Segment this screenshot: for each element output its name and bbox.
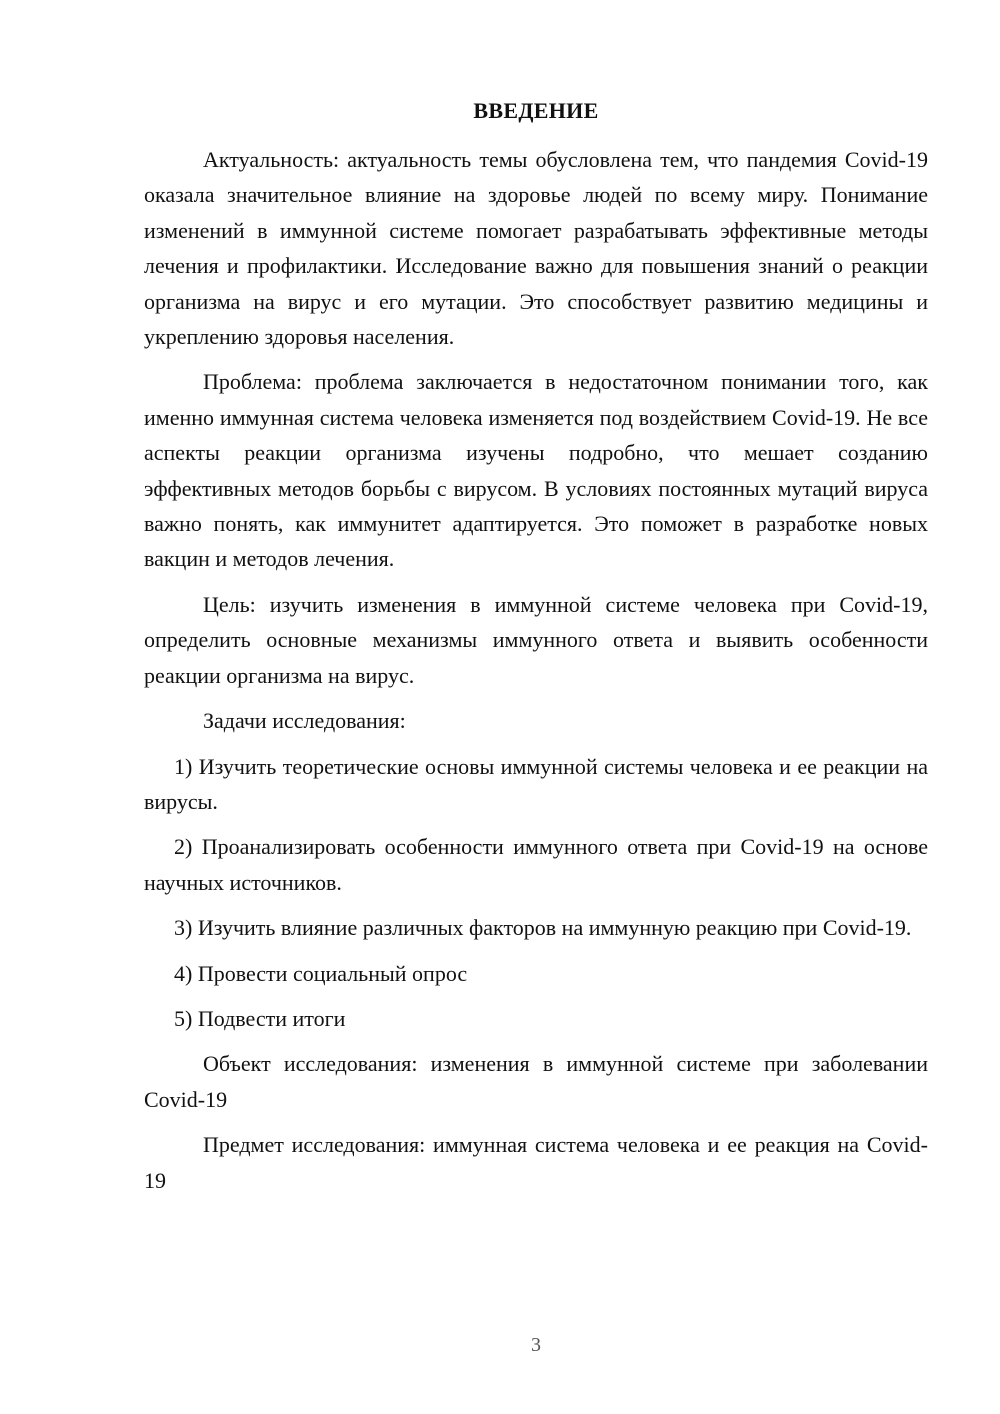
paragraph-tasks-heading: Задачи исследования:: [203, 708, 406, 734]
paragraph-object: Объект исследования: изменения в иммунной системе при заболевании Covid-19: [144, 1051, 928, 1112]
task-item-5: 5) Подвести итоги: [174, 1005, 346, 1031]
task-item-3: 3) Изучить влияние различных факторов на иммунную реакцию при Covid-19.: [174, 915, 912, 941]
paragraph-subject: Предмет исследования: иммунная система человека и ее реакция на Covid-19: [144, 1132, 928, 1193]
task-item-4: 4) Провести социальный опрос: [174, 960, 468, 986]
section-title: ВВЕДЕНИЕ: [473, 98, 599, 123]
page-number: 3: [531, 1334, 541, 1356]
document-body: [144, 142, 928, 1208]
task-item-2: 2) Проанализировать особенности иммунного ответа при Covid-19 на основе научных источников.: [144, 834, 928, 895]
paragraph-relevance: Актуальность: актуальность темы обусловлена тем, что пандемия Covid-19 оказала значительное влияние на здоровье людей по всему миру. Понимание изменений в иммунной системе помогает разрабатывать эффективные методы лечения и профилактики. Исследование важно для повышения знаний о реакции организма на вирус и его мутации. Это способствует развитию медицины и укреплению здоровья населения.: [144, 147, 928, 350]
paragraph-goal: Цель: изучить изменения в иммунной системе человека при Covid-19, определить основные механизмы иммунного ответа и выявить особенности реакции организма на вирус.: [144, 591, 928, 688]
task-item-1: 1) Изучить теоретические основы иммунной системы человека и ее реакции на вирусы.: [144, 753, 928, 814]
paragraph-problem: Проблема: проблема заключается в недостаточном понимании того, как именно иммунная система человека изменяется под воздействием Covid-19. Не все аспекты реакции организма изучены подробно, что мешает созданию эффективных методов борьбы с вирусом. В условиях постоянных мутаций вируса важно понять, как иммунитет адаптируется. Это поможет в разработке новых вакцин и методов лечения.: [144, 369, 928, 572]
